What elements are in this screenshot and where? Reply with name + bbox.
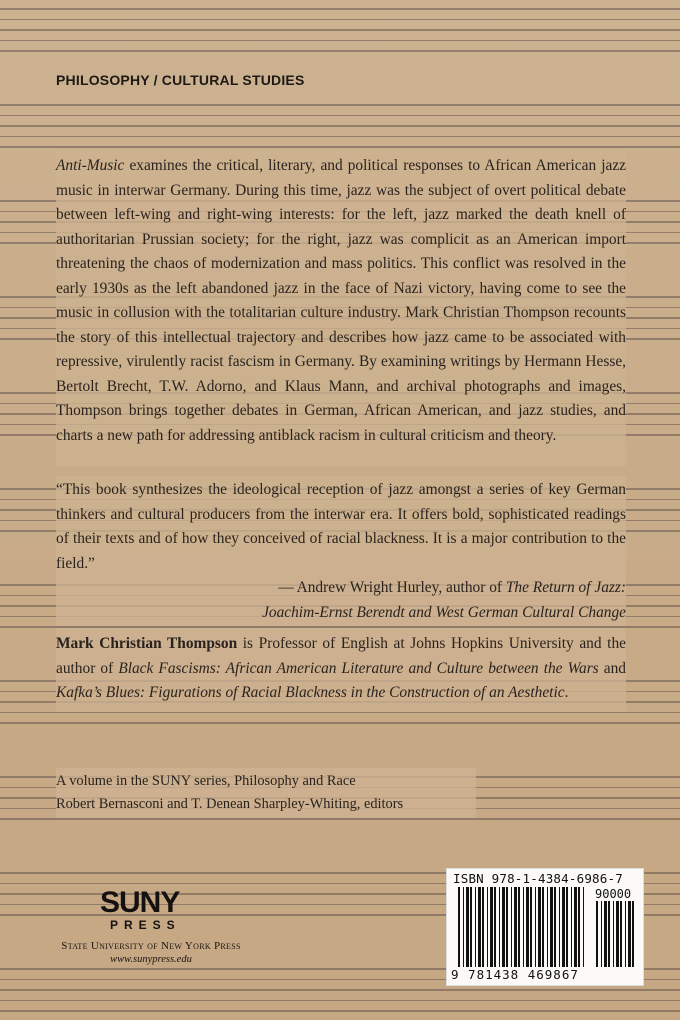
staff-line: [0, 818, 680, 820]
barcode-bar: [494, 887, 496, 967]
barcode-bar: [574, 887, 577, 967]
staff-line: [0, 29, 680, 31]
staff-line: [0, 50, 680, 52]
barcode-bar: [511, 887, 512, 967]
publisher-name: State University of New York Press: [61, 940, 241, 952]
barcode-bar: [628, 901, 631, 967]
bio-text: is Professor of English at Johns Hopkins University and the author of: [56, 635, 626, 677]
author-name: Mark Christian Thompson: [56, 635, 238, 652]
barcode-bar: [523, 887, 524, 967]
staff-line: [0, 1010, 680, 1012]
ean-number: 9 781438 469867: [451, 967, 579, 982]
barcode-bar: [514, 887, 517, 967]
endorsement-blurb: [56, 476, 626, 626]
barcode-bar: [613, 901, 614, 967]
barcode-bar: [550, 887, 553, 967]
blurb-quote: “This book synthesizes the ideological reception of jazz amongst a series of key German thinkers and cultural producers from the interwar era. It offers bold, sophisticated readings of their texts and of how they conceived of racial blackness. It is a major contribution to the field.”: [56, 481, 626, 572]
book-title: Anti-Music: [56, 157, 125, 174]
addon-barcode-bars: [595, 901, 639, 967]
price-addon-number: 90000: [595, 887, 632, 901]
book-description: [56, 150, 626, 466]
staff-line: [0, 104, 680, 106]
barcode-bar: [562, 887, 565, 967]
barcode-bar: [478, 887, 481, 967]
barcode-bar: [499, 887, 500, 967]
blurb-attribution: [56, 576, 626, 625]
barcode-bar: [566, 887, 568, 967]
series-line: A volume in the SUNY series, Philosophy and Race: [56, 773, 356, 789]
staff-line: [0, 136, 680, 138]
barcode-bar: [458, 887, 460, 967]
barcode-bar: [466, 887, 469, 967]
attribution-author: — Andrew Wright Hurley, author of: [278, 579, 506, 596]
barcode-bar: [608, 901, 610, 967]
barcode-bar: [625, 901, 626, 967]
bio-text-and: and: [598, 659, 626, 677]
barcode-bar: [542, 887, 544, 967]
staff-line: [0, 19, 680, 21]
series-info: [56, 768, 476, 818]
barcode-bar: [632, 901, 634, 967]
staff-line: [0, 1000, 680, 1002]
ean-barcode-bars: [457, 887, 587, 967]
publisher-block: [36, 888, 266, 968]
attribution-book-title-1: The Return of Jazz:: [505, 579, 626, 596]
barcode-bar: [547, 887, 548, 967]
publisher-url: www.sunypress.edu: [110, 954, 192, 965]
barcode-bar: [538, 887, 541, 967]
bio-text-end: .: [564, 684, 569, 701]
barcode-bar: [620, 901, 622, 967]
author-bio: [56, 628, 626, 712]
barcode-bar: [470, 887, 472, 967]
barcode-bar: [583, 887, 584, 967]
isbn-label: ISBN 978-1-4384-6986-7: [453, 871, 623, 886]
barcode-bar: [596, 901, 598, 967]
isbn-barcode: [446, 868, 644, 986]
barcode-bar: [559, 887, 560, 967]
barcode-bar: [490, 887, 493, 967]
barcode-bar: [554, 887, 556, 967]
barcode-bar: [601, 901, 602, 967]
category-label: PHILOSOPHY / CULTURAL STUDIES: [56, 72, 305, 88]
staff-line: [0, 125, 680, 127]
barcode-bar: [604, 901, 607, 967]
author-book-2: Kafka’s Blues: Figurations of Racial Blackness in the Construction of an Aesthetic: [56, 684, 565, 701]
attribution-book-title-2: Joachim-Ernst Berendt and West German Cultural Change: [262, 603, 626, 621]
barcode-bar: [502, 887, 505, 967]
series-editors: Robert Bernasconi and T. Denean Sharpley-Whiting, editors: [56, 796, 404, 812]
barcode-bar: [535, 887, 536, 967]
barcode-bar: [475, 887, 476, 967]
barcode-bar: [463, 887, 464, 967]
barcode-bar: [578, 887, 580, 967]
staff-line: [0, 146, 680, 148]
staff-line: [0, 40, 680, 42]
barcode-bar: [487, 887, 488, 967]
author-book-1: Black Fascisms: African American Literature and Culture between the Wars: [118, 659, 599, 677]
barcode-bar: [518, 887, 520, 967]
staff-line: [0, 115, 680, 117]
barcode-bar: [482, 887, 484, 967]
suny-logo: SUNY: [100, 886, 180, 919]
barcode-bar: [506, 887, 508, 967]
staff-line: [0, 722, 680, 724]
staff-line: [0, 989, 680, 991]
description-text: examines the critical, literary, and political responses to African American jazz music in interwar Germany. During this time, jazz was the subject of overt political debate between left-wing and right-wing interests: for the left, jazz marked the death knell of authoritarian Prussian society; for the right, jazz was complicit as an American import threatening the chaos of modernization and mass politics. This conflict was resolved in the early 1930s as the left abandoned jazz in the face of Nazi victory, having come to see the music in collusion with the totalitarian culture industry. Mark Christian Thompson recounts the story of this intellectual trajectory and describes how jazz came to be associated with repressive, virulently racist fascism in Germany. By examining writings by Hermann Hesse, Bertolt Brecht, T.W. Adorno, and Klaus Mann, and archival photographs and images, Thompson brings together debates in German, African American, and jazz studies, and charts a new path for addressing antiblack racism in cultural criticism and theory.: [56, 157, 626, 444]
barcode-bar: [526, 887, 529, 967]
press-logo-text: PRESS: [110, 918, 181, 932]
barcode-bar: [530, 887, 532, 967]
barcode-bar: [616, 901, 619, 967]
staff-line: [0, 8, 680, 10]
barcode-bar: [571, 887, 572, 967]
